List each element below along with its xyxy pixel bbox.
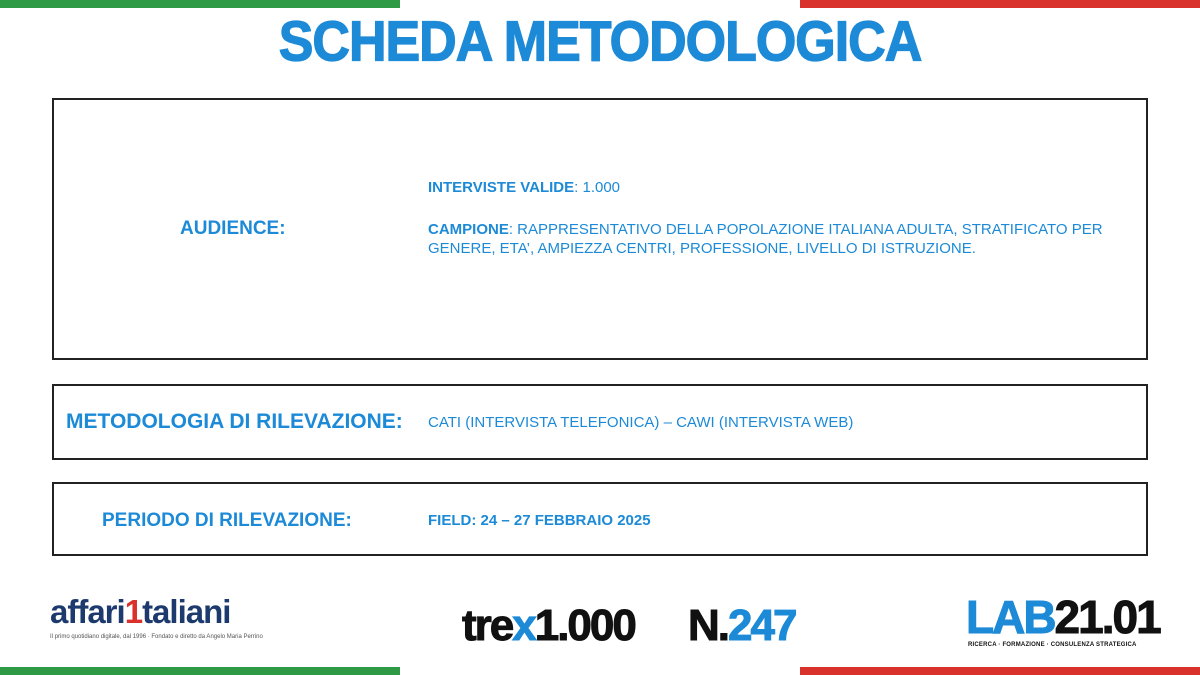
campione-value: : RAPPRESENTATIVO DELLA POPOLAZIONE ITALIANA ADULTA, STRATIFICATO PER GENERE, ETA’, AMPIEZZA CENTRI, PROFESSIONE, LIVELLO DI ISTRUZIONE.: [428, 221, 1103, 257]
campione: [428, 220, 1148, 258]
campione-key: CAMPIONE: [428, 221, 509, 238]
logo-text-accent: x: [512, 601, 535, 650]
issue-prefix: N.: [688, 601, 728, 650]
page-title: SCHEDA METODOLOGICA: [278, 10, 922, 74]
audience-label: AUDIENCE:: [180, 218, 286, 239]
flag-red: [800, 667, 1200, 675]
interviste-key: INTERVISTE VALIDE: [428, 179, 575, 196]
logo-text: 1.000: [534, 601, 635, 650]
affaritaliani-tagline: Il primo quotidiano digitale, dal 1996 · Fondato e diretto da Angelo Maria Perrino: [50, 634, 263, 640]
logo-text-accent: LAB: [966, 591, 1055, 643]
affaritaliani-logo: [50, 592, 320, 662]
logo-text: 21.01: [1054, 591, 1160, 643]
flag-red: [800, 0, 1200, 8]
issue-value: 247: [728, 601, 796, 650]
logo-text: affari: [50, 593, 125, 630]
metodologia-value: CATI (INTERVISTA TELEFONICA) – CAWI (INTERVISTA WEB): [428, 414, 854, 431]
periodo-value: FIELD: 24 – 27 FEBBRAIO 2025: [428, 512, 651, 529]
logo-text-accent: 1: [124, 593, 143, 630]
interviste-value: : 1.000: [574, 179, 621, 196]
interviste-valide: [428, 178, 1148, 197]
italian-flag-top: [0, 0, 1200, 8]
metodologia-label: METODOLOGIA DI RILEVAZIONE:: [66, 410, 403, 433]
trex1000-logo: [462, 600, 662, 670]
flag-white: [400, 0, 800, 8]
italian-flag-bottom: [0, 667, 1200, 675]
logo-text: tre: [462, 601, 513, 650]
lab-tagline: RICERCA · FORMAZIONE · CONSULENZA STRATEGICA: [968, 642, 1137, 648]
issue-number: [688, 600, 818, 670]
flag-green: [0, 0, 400, 8]
periodo-label: PERIODO DI RILEVAZIONE:: [102, 510, 352, 531]
affaritaliani-wordmark: [50, 592, 320, 632]
periodo-box: [52, 482, 1148, 556]
flag-white: [400, 667, 800, 675]
flag-green: [0, 667, 400, 675]
audience-box: [52, 98, 1148, 360]
logo-text: taliani: [142, 593, 231, 630]
metodologia-box: [52, 384, 1148, 460]
lab2101-logo: [966, 591, 1160, 662]
